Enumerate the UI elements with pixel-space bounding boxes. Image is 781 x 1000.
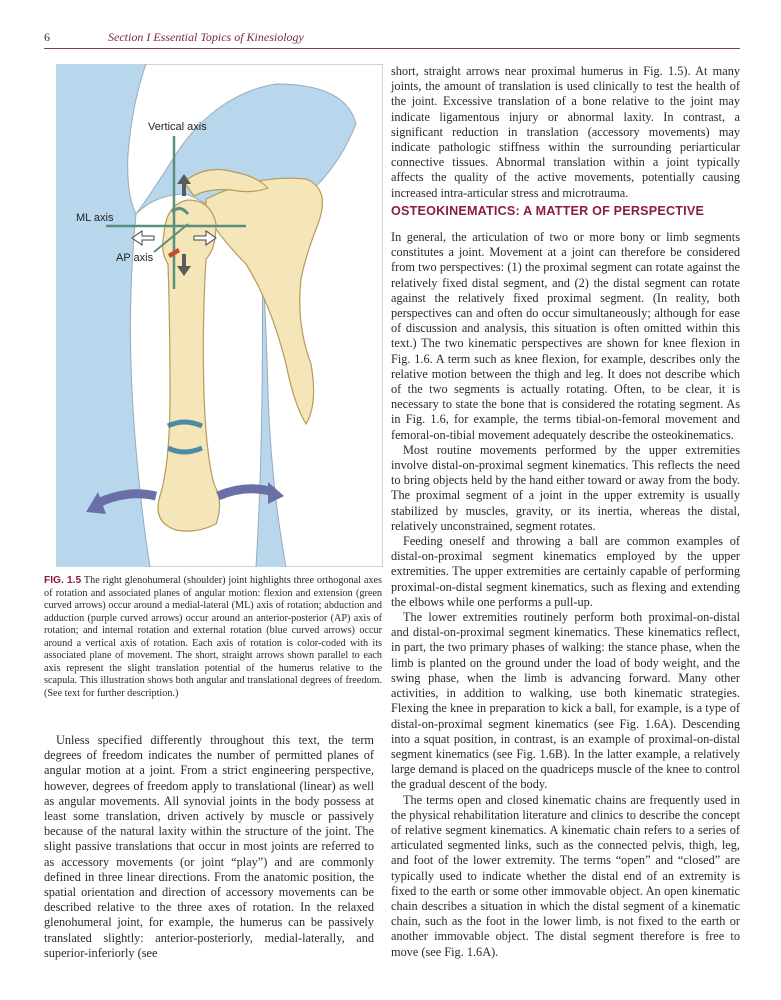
figure-shoulder-illustration	[56, 64, 383, 567]
ap-axis-label: AP axis	[116, 252, 154, 264]
section-title: Section I Essential Topics of Kinesiology	[108, 30, 304, 44]
left-column-text	[44, 733, 374, 961]
paragraph: Most routine movements performed by the upper extremities involve distal-on-proximal segment kinematics. This reflects the need to bring objects held by the hand either toward or away from the body. The proximal segment of a joint in the upper extremity is usually stabilized by muscles, gravity, or its inertia, whereas the distal, relatively unconstrained, segment rotates.	[391, 442, 740, 533]
paragraph: Feeding oneself and throwing a ball are common examples of distal-on-proximal segment kinematics employed by the upper extremities. The upper extremities are certainly capable of performing proximal-on-distal segment kinematics, such as flexing and extending the elbows while one performs a pull-up.	[391, 534, 740, 609]
right-column-main-text	[391, 230, 740, 960]
page-number: 6	[44, 30, 50, 44]
figure-caption-text: The right glenohumeral (shoulder) joint highlights three orthogonal axes of rotation and associated planes of angular motion: flexion and extension (green curved arrows) occur around a medial-lateral (ML) axis of rotation; abduction and adduction (purple curved arrows) occur around an anterior-posterior (AP) axis of rotation; and internal rotation and external rotation (blue curved arrows) occur around a vertical axis of rotation. Each axis of rotation is color-coded with its associated plane of movement. The short, straight arrows shown parallel to each axis represent the slight translation potential of the humerus relative to the scapula. This illustration shows both angular and translational degrees of freedom. (See text for further description.)	[44, 575, 382, 699]
section-heading: OSTEOKINEMATICS: A MATTER OF PERSPECTIVE	[391, 204, 705, 218]
paragraph: Unless specified differently throughout this text, the term degrees of freedom indicates the number of permitted planes of angular motion at a joint. From a strict engineering perspective, however, degrees of freedom apply to translational (linear) as well as angular movements. All synovial joints in the body possess at least some translation, driven actively by muscle or passively because of the natural laxity within the structure of the joint. The slight passive translations that occur in most joints are referred to as accessory movements (or joint “play”) and are commonly defined in three linear directions. From the anatomic position, the spatial orientation and direction of accessory movements can be described relative to the three axes of rotation. In the relaxed glenohumeral joint, for example, the humerus can be passively translated slightly: anterior-posteriorly, medial-laterally, and superior-inferiorly (see	[44, 733, 374, 960]
paragraph: The lower extremities routinely perform both proximal-on-distal and distal-on-proximal segment kinematics. These kinematics reflect, in part, the two primary phases of walking: the stance phase, when the limb is planted on the ground under the load of body weight, and the swing phase, when the limb is advancing forward. Many other activities, in addition to walking, use both kinematic strategies. Flexing the knee in preparation to kick a ball, for example, is a type of distal-on-proximal segment kinematics (see Fig. 1.6A). Descending into a squat position, in contrast, is an example of proximal-on-distal segment kinematics (see Fig. 1.6B). In the latter example, a relatively large demand is placed on the quadriceps muscle of the knee to control the gradual descent of the body.	[391, 610, 740, 792]
figure-label: FIG. 1.5	[44, 575, 82, 586]
paragraph: The terms open and closed kinematic chains are frequently used in the physical rehabilitation literature and clinics to describe the concept of relative segment kinematics. A kinematic chain refers to a series of articulated segmented links, such as the connected pelvis, thigh, leg, and foot of the lower extremity. The terms “open” and “closed” are typically used to indicate whether the distal end of an extremity is fixed to the earth or some other immovable object. An open kinematic chain describes a situation in which the distal segment of a kinematic chain, such as the foot in the lower limb, is not fixed to the earth or another immovable object. The distal segment therefore is free to move (see Fig. 1.6A).	[391, 792, 740, 959]
vertical-axis-label: Vertical axis	[148, 121, 207, 133]
figure-caption	[44, 575, 382, 700]
header-rule	[44, 48, 740, 49]
right-column-top-text	[391, 64, 740, 201]
running-header	[44, 30, 744, 48]
ml-axis-label: ML axis	[76, 212, 114, 224]
paragraph: In general, the articulation of two or more bony or limb segments constitutes a joint. Movement at a joint can therefore be considered from two perspectives: (1) the proximal segment can rotate against the relatively fixed distal segment, and (2) the distal segment can rotate against the relatively fixed proximal segment. (In reality, both perspectives can and often do occur simultaneously; although for ease of discussion and analysis, this situation is often omitted within this text.) The two kinematic perspectives are shown for knee flexion in Fig. 1.6. A term such as knee flexion, for example, describes only the relative motion between the thigh and leg. It does not describe which of the two segments is actually rotating. Often, to be clear, it is necessary to state the bone that is considered the rotating segment. As in Fig. 1.6, for example, the terms tibial-on-femoral movement and femoral-on-tibial movement adequately describe the osteokinematics.	[391, 230, 740, 442]
paragraph: short, straight arrows near proximal humerus in Fig. 1.5). At many joints, the amount of translation is used clinically to test the health of the joint. Excessive translation of a bone relative to the joint may indicate ligamentous injury or abnormal laxity. In contrast, a significant reduction in translation (accessory movements) may indicate pathologic stiffness within the surrounding periarticular connective tissues. Abnormal translation within a joint typically affects the quality of the active movements, potentially causing increased intra-articular stress and microtrauma.	[391, 64, 740, 200]
